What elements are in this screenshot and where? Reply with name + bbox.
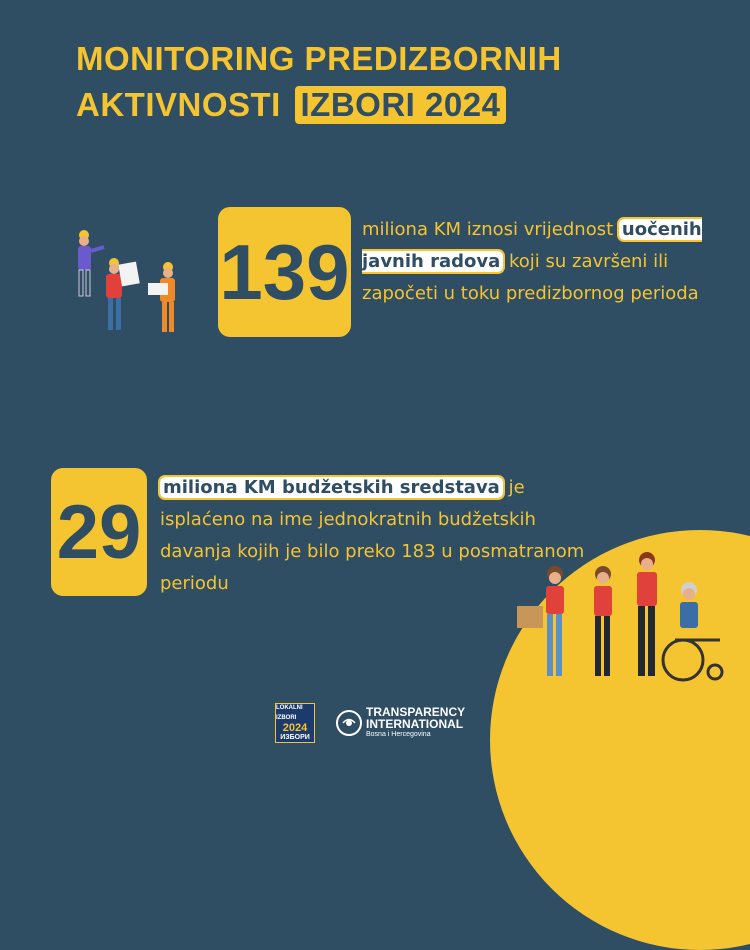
volunteers-illustration xyxy=(515,548,735,690)
page-title xyxy=(76,36,562,128)
stat-number-29: 29 xyxy=(51,468,147,596)
stat-number-139: 139 xyxy=(218,207,351,337)
title-line-2 xyxy=(76,82,562,128)
ti-country: Bosna i Hercegovina xyxy=(366,731,431,738)
title-line-2-text: AKTIVNOSTI xyxy=(76,86,281,123)
construction-workers-illustration xyxy=(70,225,200,345)
stat2-text-after: je isplaćeno na ime jednokratnih budžetskih davanja kojih je bilo preko 183 u posmatranom periodu xyxy=(160,477,585,594)
title-highlight-badge: IZBORI 2024 xyxy=(295,86,507,124)
stat2-highlight: miliona KM budžetskih sredstava xyxy=(160,477,503,498)
logo1-year: 2024 xyxy=(282,722,308,734)
logo1-top-text: LOKALNI IZBORI xyxy=(276,705,303,721)
transparency-international-logo xyxy=(336,703,465,743)
stat1-description xyxy=(362,214,702,310)
stat1-highlight: uočenih javnih radova xyxy=(362,219,702,272)
logo1-bottom-text: ИЗБОРИ xyxy=(280,734,310,741)
stat1-text-after: koji su završeni ili započeti u toku predizbornog perioda xyxy=(362,251,699,304)
title-line-1: MONITORING PREDIZBORNIH xyxy=(76,40,562,77)
ti-name-line1: TRANSPARENCY xyxy=(366,705,466,719)
ti-emblem-icon xyxy=(336,710,362,736)
stat1-text-before: miliona KM iznosi vrijednost xyxy=(362,219,614,240)
ti-name-line2: INTERNATIONAL xyxy=(366,717,464,731)
elections-2024-logo xyxy=(275,703,315,743)
